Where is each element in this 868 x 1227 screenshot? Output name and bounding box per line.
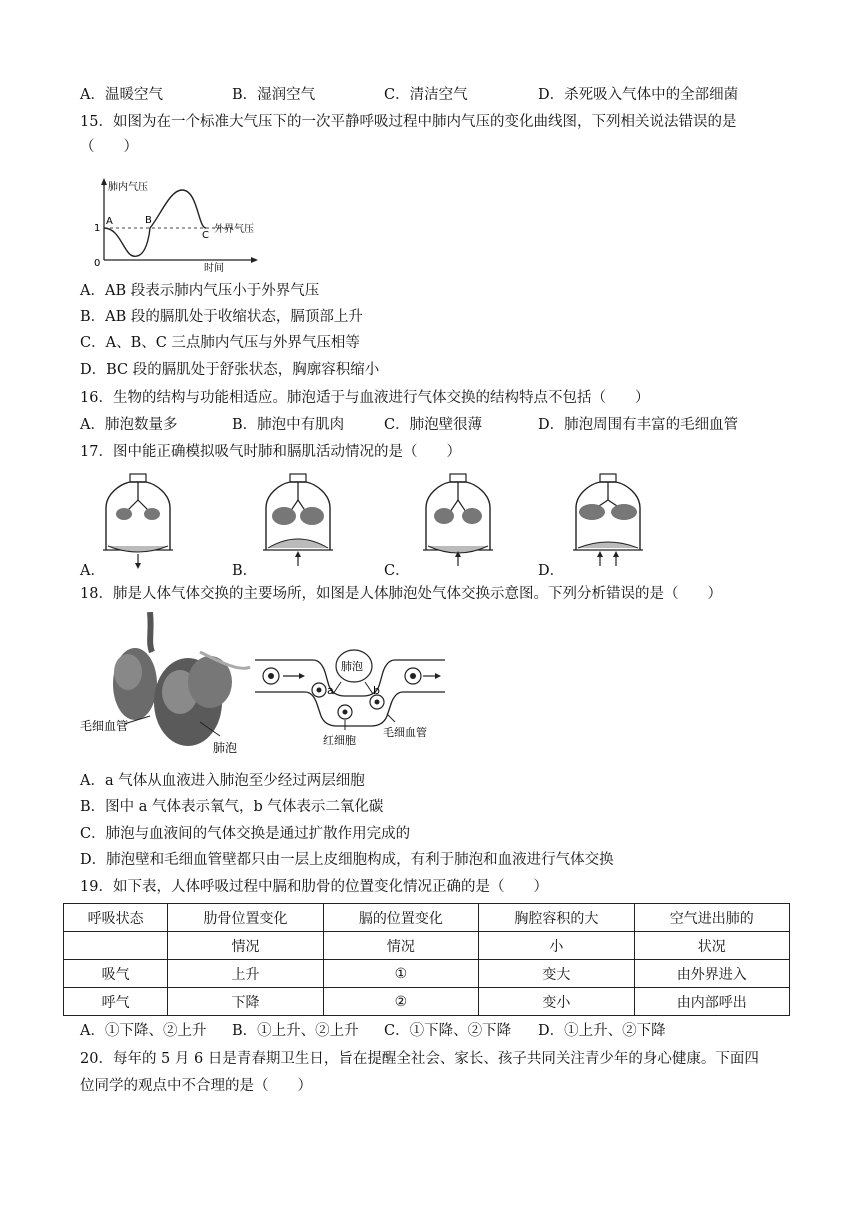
table-cell: 呼吸状态 xyxy=(64,904,168,932)
table-cell: 情况 xyxy=(168,932,323,960)
table-cell: 情况 xyxy=(323,932,478,960)
table-cell: 变小 xyxy=(479,988,634,1016)
q14-option-d: D．杀死吸入气体中的全部细菌 xyxy=(538,87,739,103)
table-row xyxy=(64,932,790,960)
q18-capillary-label-right: 毛细血管 xyxy=(383,726,427,739)
q15-origin: 0 xyxy=(94,258,101,269)
q15-option-c: C．A、B、C 三点肺内气压与外界气压相等 xyxy=(80,335,360,351)
table-cell: 上升 xyxy=(168,960,323,988)
q18-option-b: B．图中 a 气体表示氧气，b 气体表示二氧化碳 xyxy=(80,799,384,815)
q16-stem: 16．生物的结构与功能相适应。肺泡适于与血液进行气体交换的结构特点不包括（ ） xyxy=(80,390,650,406)
q17-label-c: C． xyxy=(384,563,410,579)
q17-label-b: B． xyxy=(232,563,258,579)
q19-option-c: C．①下降、②下降 xyxy=(384,1023,512,1039)
q20-stem-line2: 位同学的观点中不合理的是（ ） xyxy=(80,1078,312,1094)
q18-option-a: A．a 气体从血液进入肺泡至少经过两层细胞 xyxy=(80,773,365,789)
q15-pressure-graph xyxy=(82,176,282,272)
q20-stem-line1: 20．每年的 5 月 6 日是青春期卫生日，旨在提醒全社会、家长、孩子共同关注青少年的身心健康。下面四 xyxy=(80,1051,759,1067)
table-cell: ① xyxy=(323,960,478,988)
q19-option-b: B．①上升、②上升 xyxy=(232,1023,359,1039)
q15-bracket: （ ） xyxy=(80,139,138,155)
q18-alveolus-label: 肺泡 xyxy=(341,660,363,673)
q19-table xyxy=(63,903,790,1016)
table-cell: ② xyxy=(323,988,478,1016)
table-cell: 膈的位置变化 xyxy=(323,904,478,932)
q16-option-a: A．肺泡数量多 xyxy=(80,417,178,433)
q18-stem: 18．肺是人体气体交换的主要场所，如图是人体肺泡处气体交换示意图。下列分析错误的是（ ） xyxy=(80,586,722,602)
q15-baseline-label: 外界气压 xyxy=(214,224,254,235)
table-row xyxy=(64,904,790,932)
q15-option-b: B．AB 段的膈肌处于收缩状态，膈顶部上升 xyxy=(80,309,363,325)
q18-a-label: a xyxy=(327,684,334,697)
q17-label-a: A． xyxy=(80,563,105,579)
q15-stem: 15．如图为在一个标准大气压下的一次平静呼吸过程中肺内气压的变化曲线图，下列相关说法错误的是 xyxy=(80,114,737,130)
q15-point-b: B xyxy=(145,215,152,226)
q18-capillary-label-left: 毛细血管 xyxy=(80,719,129,733)
q18-gas-exchange-figure xyxy=(255,632,445,748)
table-cell: 由外界进入 xyxy=(634,960,789,988)
table-cell: 变大 xyxy=(479,960,634,988)
q16-option-c: C．肺泡壁很薄 xyxy=(384,417,483,433)
q14-option-a: A．温暖空气 xyxy=(80,87,163,103)
q19-stem: 19．如下表，人体呼吸过程中膈和肋骨的位置变化情况正确的是（ ） xyxy=(80,879,548,895)
q19-option-a: A．①下降、②上升 xyxy=(80,1023,207,1039)
table-cell xyxy=(64,932,168,960)
q15-option-d: D．BC 段的膈肌处于舒张状态，胸廓容积缩小 xyxy=(80,362,380,378)
q19-option-d: D．①上升、②下降 xyxy=(538,1023,666,1039)
table-cell: 呼气 xyxy=(64,988,168,1016)
q18-b-label: b xyxy=(373,684,380,697)
table-row xyxy=(64,988,790,1016)
q14-option-b: B．湿润空气 xyxy=(232,87,316,103)
q14-option-c: C．清洁空气 xyxy=(384,87,468,103)
q18-alveolus-label-left: 肺泡 xyxy=(213,741,238,755)
q15-tick: 1 xyxy=(94,223,101,234)
table-cell: 状况 xyxy=(634,932,789,960)
q15-ylabel: 肺内气压 xyxy=(108,182,148,193)
q15-point-a: A xyxy=(106,216,113,227)
table-cell: 吸气 xyxy=(64,960,168,988)
q17-label-d: D． xyxy=(538,563,565,579)
q16-option-b: B．肺泡中有肌肉 xyxy=(232,417,345,433)
q18-option-d: D．肺泡壁和毛细血管壁都只由一层上皮细胞构成，有利于肺泡和血液进行气体交换 xyxy=(80,852,614,868)
table-cell: 由内部呼出 xyxy=(634,988,789,1016)
q17-stem: 17．图中能正确模拟吸气时肺和膈肌活动情况的是（ ） xyxy=(80,444,461,460)
q17-bell-jar-figures xyxy=(100,470,660,570)
q15-option-a: A．AB 段表示肺内气压小于外界气压 xyxy=(80,283,320,299)
q18-alveoli-figure xyxy=(80,612,255,760)
q18-rbc-label: 红细胞 xyxy=(323,734,356,747)
table-cell: 下降 xyxy=(168,988,323,1016)
q15-point-c: C xyxy=(202,230,209,241)
table-cell: 胸腔容积的大 xyxy=(479,904,634,932)
q18-option-c: C．肺泡与血液间的气体交换是通过扩散作用完成的 xyxy=(80,826,411,842)
table-cell: 小 xyxy=(479,932,634,960)
table-cell: 肋骨位置变化 xyxy=(168,904,323,932)
q16-option-d: D．肺泡周围有丰富的毛细血管 xyxy=(538,417,739,433)
table-cell: 空气进出肺的 xyxy=(634,904,789,932)
table-row xyxy=(64,960,790,988)
q15-xlabel: 时间 xyxy=(204,263,224,272)
